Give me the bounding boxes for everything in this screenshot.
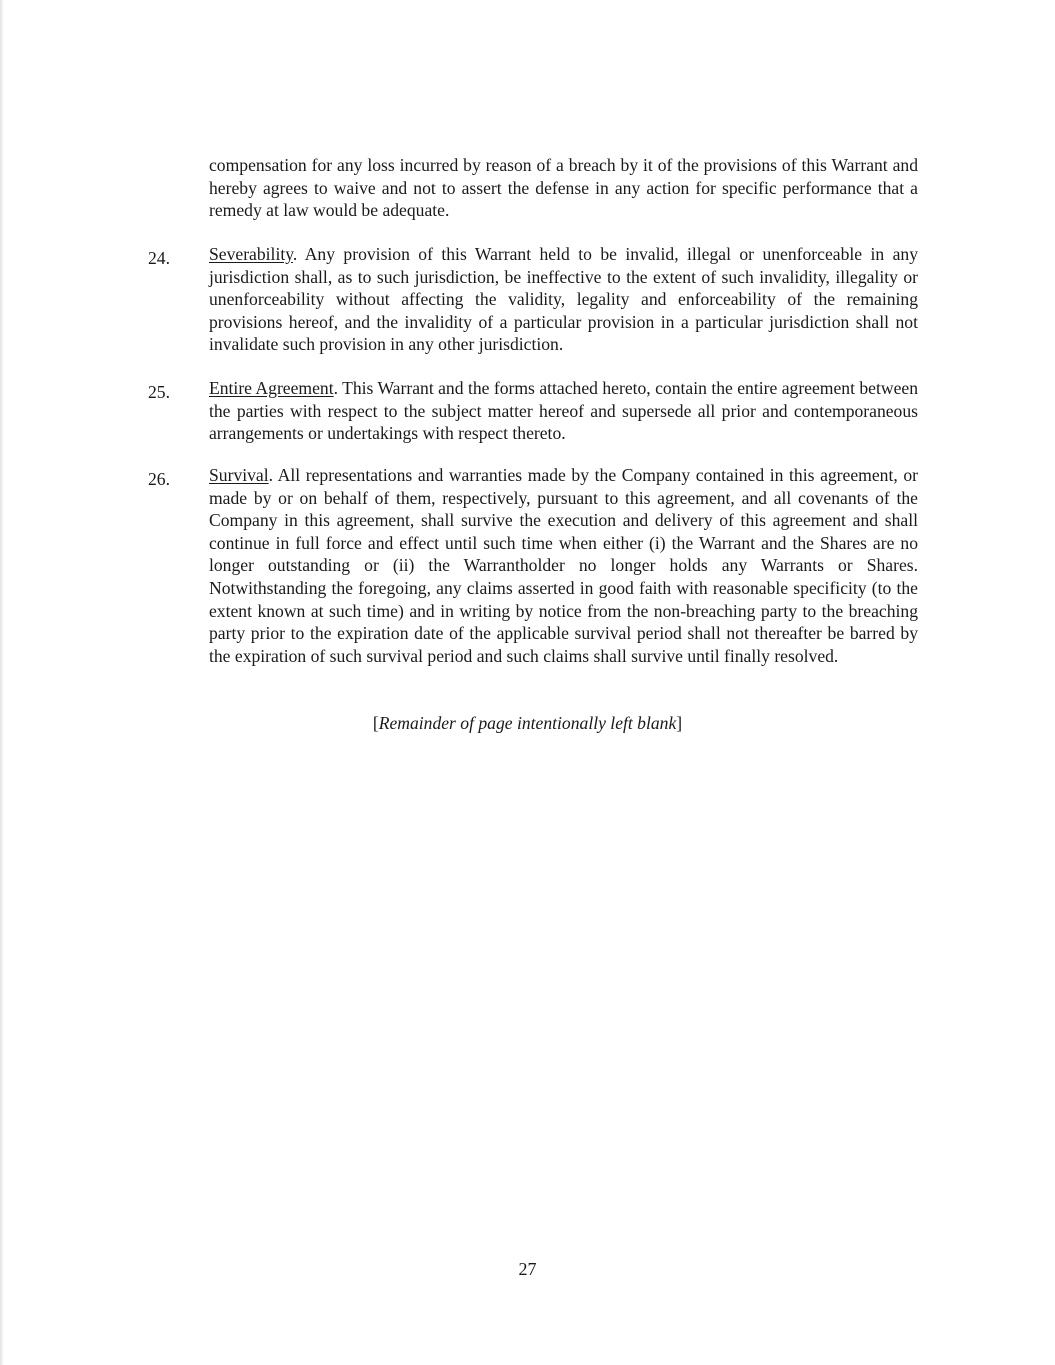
remainder-text: Remainder of page intentionally left blank — [378, 713, 677, 733]
section-heading: Entire Agreement — [209, 378, 334, 398]
section-heading: Survival — [209, 465, 269, 485]
page-edge-shadow — [0, 0, 4, 1365]
section-text — [209, 377, 918, 445]
remainder-note — [0, 712, 1055, 734]
section-number: 25. — [148, 382, 170, 402]
section-number: 26. — [148, 469, 170, 489]
section-24-severability — [148, 243, 918, 356]
section-text — [209, 243, 918, 356]
section-text — [209, 464, 918, 667]
section-25-entire-agreement — [148, 377, 918, 445]
intro-paragraph: compensation for any loss incurred by reason of a breach by it of the provisions of this Warrant and hereby agrees to waive and not to assert the defense in any action for specific performance that a remedy at law would be adequate. — [209, 155, 918, 221]
remainder-open-bracket: [ — [372, 713, 379, 733]
section-body: . All representations and warranties made by the Company contained in this agreement, or made by or on behalf of them, respectively, pursuant to this agreement, and all covenants of the Company in this agreement, shall survive the execution and delivery of this agreement and shall continue in full force and effect until such time when either (i) the Warrant and the Shares are no longer outstanding or (ii) the Warrantholder no longer holds any Warrants or Shares. Notwithstanding the foregoing, any claims asserted in good faith with reasonable specificity (to the extent known at such time) and in writing by notice from the non-breaching party to the breaching party prior to the expiration date of the applicable survival period shall not thereafter be barred by the expiration of such survival period and such claims shall survive until finally resolved. — [209, 465, 918, 666]
remainder-close-bracket: ] — [676, 713, 683, 733]
section-26-survival — [148, 464, 918, 667]
page-number: 27 — [518, 1259, 537, 1279]
section-body: . Any provision of this Warrant held to be invalid, illegal or unenforceable in any jurisdiction shall, as to such jurisdiction, be ineffective to the extent of such invalidity, illegality or unenforceability without affecting the validity, legality and enforceability of the remaining provisions hereof, and the invalidity of a particular provision in a particular jurisdiction shall not invalidate such provision in any other jurisdiction. — [209, 244, 918, 355]
section-heading: Severability — [209, 244, 293, 264]
section-number: 24. — [148, 248, 170, 268]
section-body: . This Warrant and the forms attached hereto, contain the entire agreement between the parties with respect to the subject matter hereof and supersede all prior and contemporaneous arrangements or undertakings with respect thereto. — [209, 378, 919, 444]
